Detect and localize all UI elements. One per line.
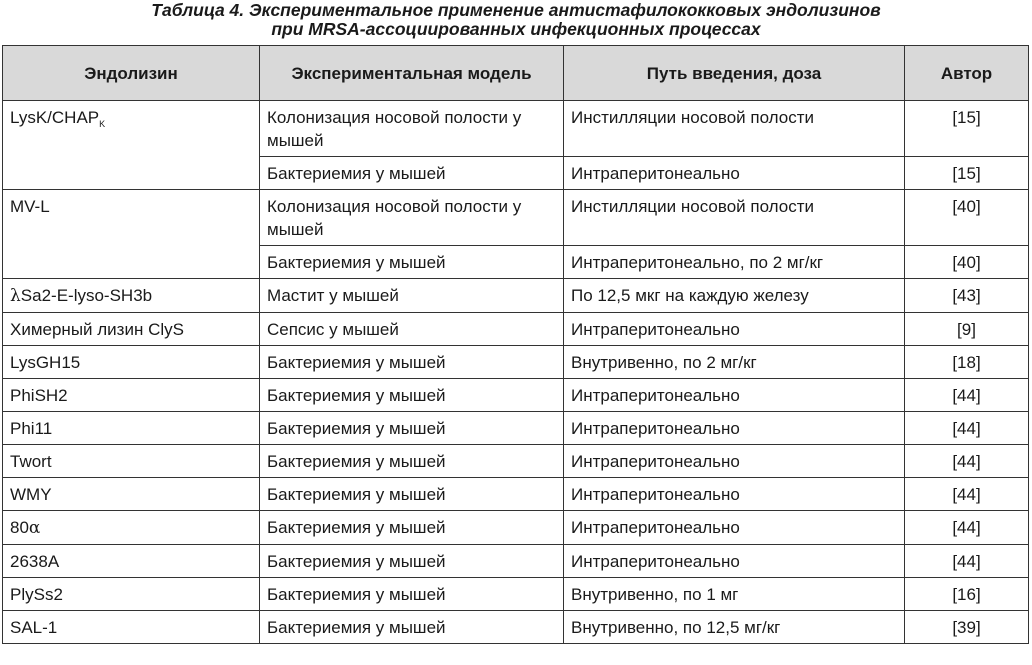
model-cell: Бактериемия у мышей (260, 445, 564, 478)
model-cell: Бактериемия у мышей (260, 545, 564, 578)
endolysin-cell: PlySs2 (3, 578, 260, 611)
endolysin-cell: PhiSH2 (3, 379, 260, 412)
author-cell: [18] (905, 346, 1029, 379)
model-cell: Колонизация носовой полости у мышей (260, 190, 564, 246)
model-cell: Колонизация носовой полости у мышей (260, 101, 564, 157)
table-caption (0, 1, 1032, 39)
table-header-row (3, 46, 1029, 101)
alpha-symbol: α (28, 518, 41, 538)
endolysin-cell: Phi11 (3, 412, 260, 445)
route-cell: Инстилляции носовой полости (564, 101, 905, 157)
route-cell: По 12,5 мкг на каждую железу (564, 279, 905, 313)
author-cell: [9] (905, 313, 1029, 346)
table-row (3, 412, 1029, 445)
author-cell: [15] (905, 157, 1029, 190)
endolysin-subscript: K (99, 119, 106, 129)
endolysin-cell: MV-L (3, 190, 260, 279)
caption-line-1: Таблица 4. Экспериментальное применение антистафилококковых эндолизинов (151, 0, 881, 20)
route-cell: Внутривенно, по 12,5 мг/кг (564, 611, 905, 644)
endolysin-cell: Twort (3, 445, 260, 478)
header-author: Автор (905, 46, 1029, 101)
author-cell: [43] (905, 279, 1029, 313)
route-cell: Интраперитонеально (564, 545, 905, 578)
author-cell: [44] (905, 511, 1029, 545)
header-model: Экспериментальная модель (260, 46, 564, 101)
endolysin-cell (3, 101, 260, 190)
header-endolysin: Эндолизин (3, 46, 260, 101)
model-cell: Бактериемия у мышей (260, 611, 564, 644)
route-cell: Инстилляции носовой полости (564, 190, 905, 246)
endolysin-cell: Химерный лизин ClyS (3, 313, 260, 346)
endolysin-cell: LysGH15 (3, 346, 260, 379)
model-cell: Бактериемия у мышей (260, 578, 564, 611)
endolysin-cell (3, 511, 260, 545)
author-cell: [44] (905, 478, 1029, 511)
endolysin-cell: 2638A (3, 545, 260, 578)
author-cell: [44] (905, 545, 1029, 578)
table-row (3, 190, 1029, 246)
table-row (3, 545, 1029, 578)
caption-line-2: при MRSA-ассоциированных инфекционных процессах (271, 19, 761, 39)
route-cell: Интраперитонеально (564, 412, 905, 445)
model-cell: Бактериемия у мышей (260, 379, 564, 412)
table-row (3, 478, 1029, 511)
endolysin-name: Sa2-E-lyso-SH3b (20, 286, 153, 305)
lambda-symbol: λ (10, 286, 21, 306)
table-row (3, 511, 1029, 545)
author-cell: [16] (905, 578, 1029, 611)
table-row (3, 611, 1029, 644)
model-cell: Бактериемия у мышей (260, 246, 564, 279)
route-cell: Внутривенно, по 2 мг/кг (564, 346, 905, 379)
route-cell: Интраперитонеально (564, 511, 905, 545)
route-cell: Интраперитонеально (564, 445, 905, 478)
route-cell: Внутривенно, по 1 мг (564, 578, 905, 611)
table-row (3, 445, 1029, 478)
author-cell: [40] (905, 190, 1029, 246)
model-cell: Сепсис у мышей (260, 313, 564, 346)
model-cell: Бактериемия у мышей (260, 157, 564, 190)
table-row (3, 101, 1029, 157)
endolysin-name: LysK/CHAP (10, 108, 100, 127)
table-row (3, 578, 1029, 611)
header-route: Путь введения, доза (564, 46, 905, 101)
table-row (3, 279, 1029, 313)
endolysin-cell (3, 279, 260, 313)
model-cell: Бактериемия у мышей (260, 478, 564, 511)
endolysin-name: 80 (10, 518, 29, 537)
author-cell: [39] (905, 611, 1029, 644)
author-cell: [15] (905, 101, 1029, 157)
model-cell: Бактериемия у мышей (260, 511, 564, 545)
table-row (3, 346, 1029, 379)
endolysin-table (2, 45, 1029, 644)
route-cell: Интраперитонеально (564, 478, 905, 511)
table-row (3, 379, 1029, 412)
model-cell: Мастит у мышей (260, 279, 564, 313)
route-cell: Интраперитонеально (564, 313, 905, 346)
model-cell: Бактериемия у мышей (260, 412, 564, 445)
endolysin-cell: SAL-1 (3, 611, 260, 644)
endolysin-cell: WMY (3, 478, 260, 511)
route-cell: Интраперитонеально, по 2 мг/кг (564, 246, 905, 279)
author-cell: [44] (905, 379, 1029, 412)
table-row (3, 313, 1029, 346)
author-cell: [44] (905, 445, 1029, 478)
author-cell: [40] (905, 246, 1029, 279)
route-cell: Интраперитонеально (564, 379, 905, 412)
author-cell: [44] (905, 412, 1029, 445)
route-cell: Интраперитонеально (564, 157, 905, 190)
model-cell: Бактериемия у мышей (260, 346, 564, 379)
